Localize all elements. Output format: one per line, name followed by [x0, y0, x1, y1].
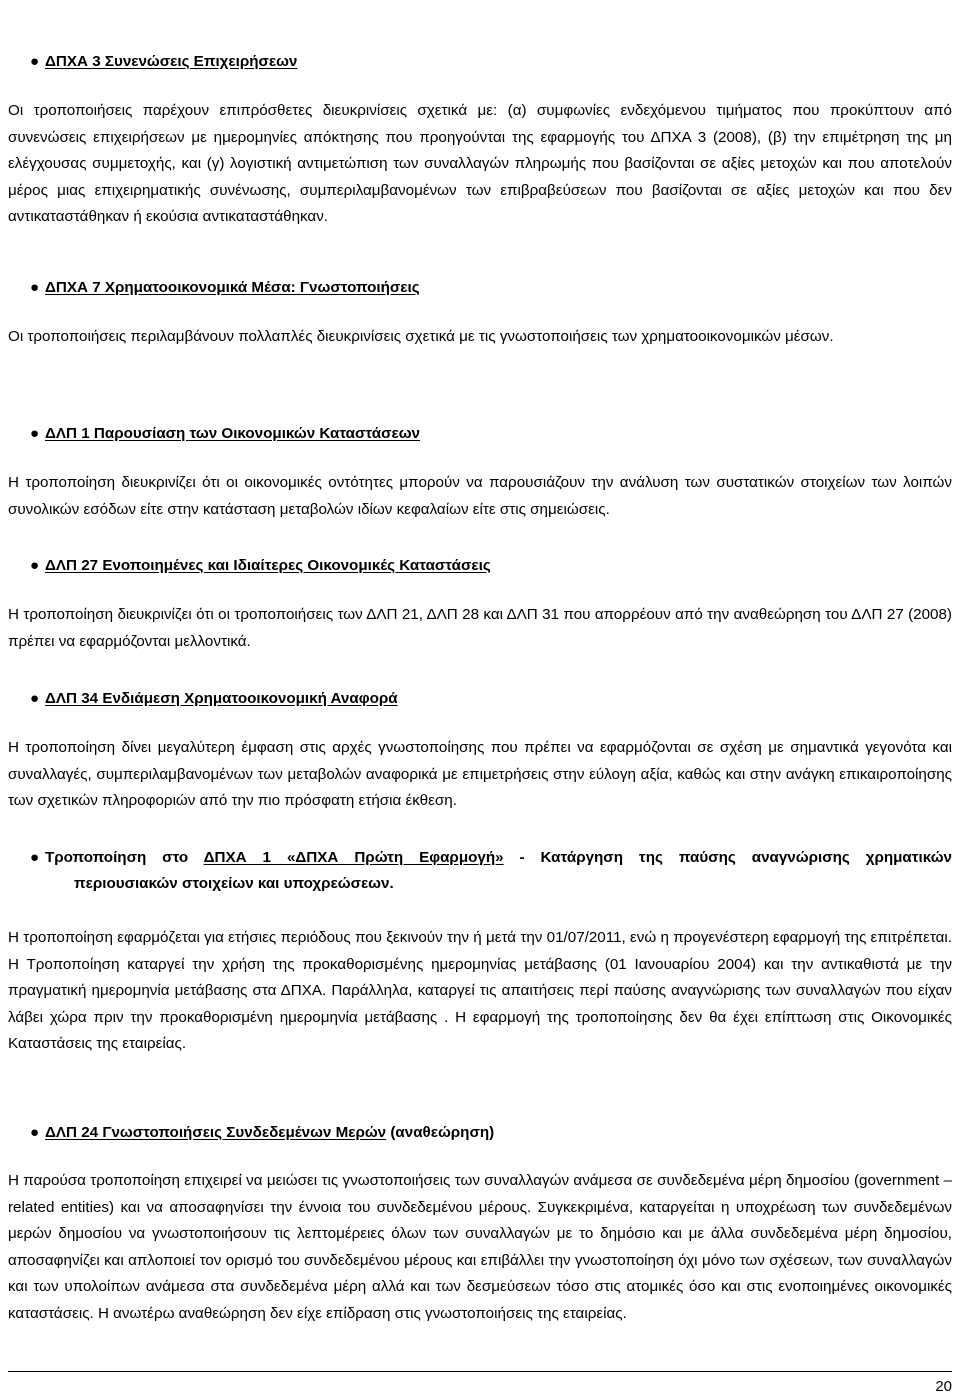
- section-paragraph-ias27: Η τροποποίηση διευκρινίζει ότι οι τροποποιήσεις των ΔΛΠ 21, ΔΛΠ 28 και ΔΛΠ 31 που απορρέουν από την αναθεώρηση του ΔΛΠ 27 (2008) πρέπει να εφαρμόζονται μελλοντικά.: [8, 606, 952, 650]
- section-paragraph-ifrs3: Οι τροποποιήσεις παρέχουν επιπρόσθετες διευκρινίσεις σχετικά με: (α) συμφωνίες ενδεχόμενου τιμήματος που προκύπτουν από συνενώσεις επιχειρήσεων με ημερομηνίες απόκτησης που προηγούνται της εφαρμογής του ΔΠΧΑ 3 (2008), (β) την επιμέτρηση της μη ελέγχουσας συμμετοχής, και (γ) λογιστική αντιμετώπιση των συναλλαγών πληρωμής που βασίζονται σε αξίες μετοχών και που αποτελούν μέρος μιας επιχειρηματικής συνένωσης, συμπεριλαμβανομένων των επιβραβεύσεων που βασίζονται σε αξίες μετοχών και που δεν αντικαταστάθηκαν ή εκούσια αντικαταστάθηκαν.: [8, 102, 952, 226]
- heading-text: ΔΛΠ 1 Παρουσίαση των Οικονομικών Καταστάσεων: [45, 425, 420, 442]
- heading-prefix: Τροποποίηση στο: [45, 849, 189, 866]
- heading-line-1: [45, 845, 952, 871]
- footer-rule: [8, 1371, 952, 1372]
- section-heading-ias34: [30, 689, 398, 709]
- section-heading-ias1: [30, 424, 420, 444]
- heading-line-2: περιουσιακών στοιχείων και υποχρεώσεων.: [74, 875, 394, 892]
- section-heading-ias27: [30, 556, 491, 576]
- bullet-icon: ●: [30, 1124, 40, 1141]
- page-number: 20: [935, 1378, 952, 1395]
- bullet-icon: ●: [30, 279, 40, 296]
- section-heading-ifrs3: [30, 52, 297, 72]
- heading-text: ΔΛΠ 27 Ενοποιημένες και Ιδιαίτερες Οικονομικές Καταστάσεις: [45, 557, 491, 574]
- section-heading-ifrs1: [30, 845, 952, 897]
- bullet-icon: ●: [30, 849, 40, 866]
- section-paragraph-ias34: Η τροποποίηση δίνει μεγαλύτερη έμφαση στις αρχές γνωστοποίησης που πρέπει να εφαρμόζονται σε σχέση με σημαντικά γεγονότα και συναλλαγές, συμπεριλαμβανομένων των μεταβολών αναφορικά με επιμετρήσεις στην εύλογη αξία, καθώς και στην ανάγκη επικαιροποίησης των σχετικών πληροφοριών από την πιο πρόσφατη ετήσια έκθεση.: [8, 739, 952, 810]
- heading-standard: ΔΠΧΑ 1 «ΔΠΧΑ Πρώτη Εφαρμογή»: [203, 849, 504, 866]
- section-heading-ias24: [30, 1123, 494, 1143]
- bullet-icon: ●: [30, 557, 40, 574]
- heading-text: ΔΛΠ 34 Ενδιάμεση Χρηματοοικονομική Αναφορά: [45, 690, 398, 707]
- heading-standard: ΔΛΠ 24 Γνωστοποιήσεις Συνδεδεμένων Μερών: [45, 1124, 387, 1141]
- section-paragraph-ifrs1: Η τροποποίηση εφαρμόζεται για ετήσιες περιόδους που ξεκινούν την ή μετά την 01/07/2011, ενώ η προγενέστερη εφαρμογή της επιτρέπεται. Η Τροποποίηση καταργεί την χρήση της προκαθορισμένης ημερομηνίας μετάβασης (01 Ιανουαρίου 2004) και την αντικαθιστά με την πραγματική ημερομηνία μετάβασης στα ΔΠΧΑ. Παράλληλα, καταργεί τις απαιτήσεις περί παύσης αναγνώρισης των συναλλαγών που είχαν λάβει χώρα πριν την προκαθορισμένη ημερομηνία μετάβασης . Η εφαρμογή της τροποποίησης δεν θα έχει επίπτωση στις Οικονομικές Καταστάσεις της εταιρείας.: [8, 929, 952, 1053]
- section-paragraph-ias24: Η παρούσα τροποποίηση επιχειρεί να μειώσει τις γνωστοποιήσεις των συναλλαγών ανάμεσα σε συνδεδεμένα μέρη δημοσίου (government – related entities) και να αποσαφηνίσει την έννοια του συνδεδεμένου μέρους. Συγκεκριμένα, καταργείται η υποχρέωση των συνδεδεμένων μερών δημοσίου να γνωστοποιήσουν τις λεπτομέρειες όλων των συναλλαγών με το δημόσιο και με άλλα συνδεδεμένα μέρη δημοσίου, αποσαφηνίζει και απλοποιεί τον ορισμό του συνδεδεμένου μέρους και επιβάλλει την γνωστοποίηση όχι μόνο των σχέσεων, των συναλλαγών και των υπολοίπων ανάμεσα στα συνδεδεμένα μέρη αλλά και των δεσμεύσεων τόσο στις ατομικές όσο και στις ενοποιημένες οικονομικές καταστάσεις. Η ανωτέρω αναθεώρηση δεν είχε επίδραση στις γνωστοποιήσεις της εταιρείας.: [8, 1172, 952, 1322]
- section-heading-ifrs7: [30, 278, 420, 298]
- bullet-icon: ●: [30, 53, 40, 70]
- bullet-icon: ●: [30, 690, 40, 707]
- heading-text: ΔΠΧΑ 3 Συνενώσεις Επιχειρήσεων: [45, 53, 298, 70]
- heading-text: [45, 1124, 494, 1141]
- heading-tail: (αναθεώρηση): [390, 1124, 495, 1141]
- heading-suffix: - Κατάργηση της παύσης αναγνώρισης χρηματικών: [519, 849, 952, 866]
- heading-text: ΔΠΧΑ 7 Χρηματοοικονομικά Μέσα: Γνωστοποιήσεις: [45, 279, 420, 296]
- section-paragraph-ifrs7: Οι τροποποιήσεις περιλαμβάνουν πολλαπλές διευκρινίσεις σχετικά με τις γνωστοποιήσεις των χρηματοοικονομικών μέσων.: [8, 328, 834, 345]
- section-paragraph-ias1: Η τροποποίηση διευκρινίζει ότι οι οικονομικές οντότητες μπορούν να παρουσιάζουν την ανάλυση των συστατικών στοιχείων των λοιπών συνολικών εσόδων είτε στην κατάσταση μεταβολών ιδίων κεφαλαίων είτε στις σημειώσεις.: [8, 474, 952, 518]
- bullet-icon: ●: [30, 425, 40, 442]
